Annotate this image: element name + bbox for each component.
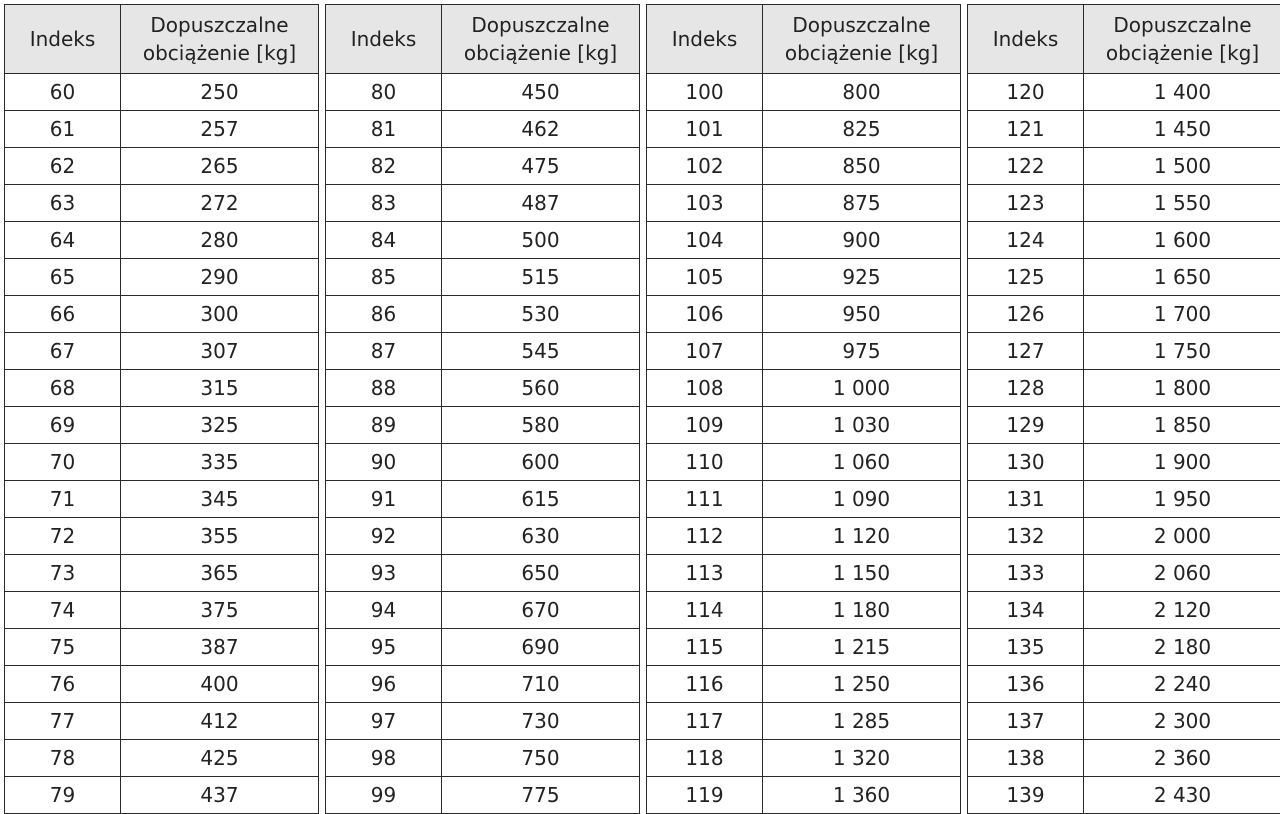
index-cell: 97 bbox=[326, 703, 442, 740]
index-cell: 122 bbox=[968, 148, 1084, 185]
load-cell: 257 bbox=[121, 111, 319, 148]
load-cell: 1 950 bbox=[1084, 481, 1280, 518]
index-cell: 104 bbox=[647, 222, 763, 259]
load-header-line1: Dopuszczalne bbox=[1084, 11, 1280, 39]
table-row bbox=[5, 111, 319, 148]
index-cell: 75 bbox=[5, 629, 121, 666]
load-cell: 2 300 bbox=[1084, 703, 1280, 740]
table-row bbox=[968, 703, 1280, 740]
load-cell: 462 bbox=[442, 111, 640, 148]
index-cell: 100 bbox=[647, 74, 763, 111]
load-cell: 2 180 bbox=[1084, 629, 1280, 666]
table-row bbox=[968, 481, 1280, 518]
load-cell: 1 030 bbox=[763, 407, 961, 444]
load-cell: 750 bbox=[442, 740, 640, 777]
index-cell: 114 bbox=[647, 592, 763, 629]
index-cell: 127 bbox=[968, 333, 1084, 370]
table-row bbox=[968, 296, 1280, 333]
index-cell: 117 bbox=[647, 703, 763, 740]
index-cell: 119 bbox=[647, 777, 763, 814]
table-row bbox=[326, 222, 640, 259]
load-cell: 2 360 bbox=[1084, 740, 1280, 777]
table-row bbox=[647, 444, 961, 481]
table-row bbox=[326, 74, 640, 111]
index-cell: 93 bbox=[326, 555, 442, 592]
table-row bbox=[326, 333, 640, 370]
index-cell: 133 bbox=[968, 555, 1084, 592]
index-cell: 107 bbox=[647, 333, 763, 370]
index-cell: 85 bbox=[326, 259, 442, 296]
load-cell: 690 bbox=[442, 629, 640, 666]
table-row bbox=[968, 333, 1280, 370]
load-cell: 775 bbox=[442, 777, 640, 814]
table-row bbox=[326, 777, 640, 814]
index-column-header: Indeks bbox=[326, 5, 442, 74]
index-cell: 111 bbox=[647, 481, 763, 518]
table-row bbox=[647, 185, 961, 222]
load-header-line2: obciążenie [kg] bbox=[1084, 39, 1280, 67]
index-cell: 91 bbox=[326, 481, 442, 518]
load-cell: 1 000 bbox=[763, 370, 961, 407]
index-cell: 67 bbox=[5, 333, 121, 370]
load-cell: 975 bbox=[763, 333, 961, 370]
table-row bbox=[647, 370, 961, 407]
table-row bbox=[647, 333, 961, 370]
table-row bbox=[647, 518, 961, 555]
index-cell: 135 bbox=[968, 629, 1084, 666]
table-row bbox=[647, 481, 961, 518]
table-row bbox=[5, 148, 319, 185]
table-row bbox=[326, 111, 640, 148]
load-cell: 375 bbox=[121, 592, 319, 629]
table-row bbox=[326, 296, 640, 333]
index-cell: 105 bbox=[647, 259, 763, 296]
index-cell: 98 bbox=[326, 740, 442, 777]
load-cell: 265 bbox=[121, 148, 319, 185]
load-cell: 1 550 bbox=[1084, 185, 1280, 222]
load-cell: 365 bbox=[121, 555, 319, 592]
index-cell: 87 bbox=[326, 333, 442, 370]
load-cell: 355 bbox=[121, 518, 319, 555]
table-row bbox=[326, 185, 640, 222]
load-index-tables bbox=[4, 4, 1278, 800]
table-row bbox=[647, 296, 961, 333]
index-cell: 113 bbox=[647, 555, 763, 592]
load-cell: 1 600 bbox=[1084, 222, 1280, 259]
table-row bbox=[326, 370, 640, 407]
table-row bbox=[326, 481, 640, 518]
load-cell: 437 bbox=[121, 777, 319, 814]
index-cell: 69 bbox=[5, 407, 121, 444]
load-cell: 1 150 bbox=[763, 555, 961, 592]
load-cell: 650 bbox=[442, 555, 640, 592]
index-cell: 73 bbox=[5, 555, 121, 592]
table-row bbox=[326, 629, 640, 666]
load-header-line2: obciążenie [kg] bbox=[442, 39, 639, 67]
load-column-header bbox=[121, 5, 319, 74]
header-row bbox=[968, 5, 1280, 74]
load-header-line1: Dopuszczalne bbox=[121, 11, 318, 39]
load-cell: 730 bbox=[442, 703, 640, 740]
table-row bbox=[326, 444, 640, 481]
table-row bbox=[968, 148, 1280, 185]
load-cell: 1 850 bbox=[1084, 407, 1280, 444]
load-cell: 307 bbox=[121, 333, 319, 370]
table-row bbox=[647, 148, 961, 185]
load-cell: 300 bbox=[121, 296, 319, 333]
index-cell: 79 bbox=[5, 777, 121, 814]
table-row bbox=[968, 592, 1280, 629]
index-cell: 121 bbox=[968, 111, 1084, 148]
load-cell: 450 bbox=[442, 74, 640, 111]
index-cell: 123 bbox=[968, 185, 1084, 222]
index-cell: 86 bbox=[326, 296, 442, 333]
index-cell: 108 bbox=[647, 370, 763, 407]
load-cell: 325 bbox=[121, 407, 319, 444]
load-cell: 2 430 bbox=[1084, 777, 1280, 814]
table-row bbox=[5, 666, 319, 703]
load-cell: 400 bbox=[121, 666, 319, 703]
load-cell: 2 000 bbox=[1084, 518, 1280, 555]
load-cell: 1 800 bbox=[1084, 370, 1280, 407]
table-row bbox=[647, 777, 961, 814]
table-row bbox=[5, 777, 319, 814]
index-column-header: Indeks bbox=[968, 5, 1084, 74]
table-row bbox=[968, 222, 1280, 259]
load-cell: 1 320 bbox=[763, 740, 961, 777]
table-row bbox=[5, 555, 319, 592]
index-cell: 115 bbox=[647, 629, 763, 666]
index-cell: 116 bbox=[647, 666, 763, 703]
table-row bbox=[5, 629, 319, 666]
index-cell: 120 bbox=[968, 74, 1084, 111]
load-cell: 560 bbox=[442, 370, 640, 407]
load-cell: 615 bbox=[442, 481, 640, 518]
index-cell: 68 bbox=[5, 370, 121, 407]
table-row bbox=[968, 666, 1280, 703]
load-cell: 272 bbox=[121, 185, 319, 222]
table-row bbox=[5, 518, 319, 555]
load-cell: 825 bbox=[763, 111, 961, 148]
load-header-line1: Dopuszczalne bbox=[763, 11, 960, 39]
load-cell: 850 bbox=[763, 148, 961, 185]
table-row bbox=[326, 518, 640, 555]
index-cell: 82 bbox=[326, 148, 442, 185]
load-cell: 1 180 bbox=[763, 592, 961, 629]
table-row bbox=[647, 703, 961, 740]
table-row bbox=[326, 740, 640, 777]
index-cell: 64 bbox=[5, 222, 121, 259]
table-row bbox=[647, 74, 961, 111]
table-row bbox=[5, 703, 319, 740]
load-cell: 710 bbox=[442, 666, 640, 703]
index-cell: 101 bbox=[647, 111, 763, 148]
index-cell: 78 bbox=[5, 740, 121, 777]
index-cell: 102 bbox=[647, 148, 763, 185]
load-column-header bbox=[442, 5, 640, 74]
table-row bbox=[5, 481, 319, 518]
load-cell: 1 215 bbox=[763, 629, 961, 666]
index-cell: 125 bbox=[968, 259, 1084, 296]
load-cell: 1 450 bbox=[1084, 111, 1280, 148]
load-header-line2: obciążenie [kg] bbox=[121, 39, 318, 67]
index-cell: 96 bbox=[326, 666, 442, 703]
table-row bbox=[5, 740, 319, 777]
index-cell: 65 bbox=[5, 259, 121, 296]
header-row bbox=[326, 5, 640, 74]
table-row bbox=[968, 444, 1280, 481]
index-cell: 109 bbox=[647, 407, 763, 444]
index-cell: 76 bbox=[5, 666, 121, 703]
load-cell: 2 240 bbox=[1084, 666, 1280, 703]
table-row bbox=[647, 740, 961, 777]
table-row bbox=[647, 407, 961, 444]
index-cell: 132 bbox=[968, 518, 1084, 555]
index-cell: 99 bbox=[326, 777, 442, 814]
load-cell: 2 060 bbox=[1084, 555, 1280, 592]
table-row bbox=[647, 592, 961, 629]
index-cell: 138 bbox=[968, 740, 1084, 777]
index-cell: 126 bbox=[968, 296, 1084, 333]
index-cell: 128 bbox=[968, 370, 1084, 407]
table-row bbox=[647, 666, 961, 703]
table-row bbox=[647, 259, 961, 296]
table-row bbox=[647, 555, 961, 592]
load-index-table bbox=[325, 4, 640, 814]
load-cell: 1 900 bbox=[1084, 444, 1280, 481]
load-cell: 1 650 bbox=[1084, 259, 1280, 296]
index-cell: 81 bbox=[326, 111, 442, 148]
table-row bbox=[968, 370, 1280, 407]
index-cell: 89 bbox=[326, 407, 442, 444]
header-row bbox=[647, 5, 961, 74]
load-index-table bbox=[646, 4, 961, 814]
table-row bbox=[326, 407, 640, 444]
load-cell: 1 750 bbox=[1084, 333, 1280, 370]
index-cell: 88 bbox=[326, 370, 442, 407]
load-header-line2: obciążenie [kg] bbox=[763, 39, 960, 67]
load-index-table bbox=[4, 4, 319, 814]
load-cell: 1 500 bbox=[1084, 148, 1280, 185]
load-cell: 900 bbox=[763, 222, 961, 259]
table-row bbox=[326, 666, 640, 703]
load-cell: 530 bbox=[442, 296, 640, 333]
table-row bbox=[5, 407, 319, 444]
table-row bbox=[968, 518, 1280, 555]
index-cell: 134 bbox=[968, 592, 1084, 629]
load-cell: 387 bbox=[121, 629, 319, 666]
load-column-header bbox=[1084, 5, 1280, 74]
index-cell: 92 bbox=[326, 518, 442, 555]
load-cell: 1 250 bbox=[763, 666, 961, 703]
table-row bbox=[5, 444, 319, 481]
table-row bbox=[5, 222, 319, 259]
index-cell: 63 bbox=[5, 185, 121, 222]
index-cell: 74 bbox=[5, 592, 121, 629]
index-column-header: Indeks bbox=[5, 5, 121, 74]
index-cell: 62 bbox=[5, 148, 121, 185]
load-cell: 1 360 bbox=[763, 777, 961, 814]
index-cell: 95 bbox=[326, 629, 442, 666]
index-cell: 129 bbox=[968, 407, 1084, 444]
index-cell: 137 bbox=[968, 703, 1084, 740]
load-cell: 515 bbox=[442, 259, 640, 296]
load-cell: 800 bbox=[763, 74, 961, 111]
load-column-header bbox=[763, 5, 961, 74]
load-cell: 1 700 bbox=[1084, 296, 1280, 333]
table-row bbox=[968, 185, 1280, 222]
index-cell: 103 bbox=[647, 185, 763, 222]
index-cell: 94 bbox=[326, 592, 442, 629]
index-cell: 90 bbox=[326, 444, 442, 481]
table-row bbox=[968, 111, 1280, 148]
load-cell: 580 bbox=[442, 407, 640, 444]
load-cell: 345 bbox=[121, 481, 319, 518]
header-row bbox=[5, 5, 319, 74]
table-row bbox=[968, 777, 1280, 814]
load-header-line1: Dopuszczalne bbox=[442, 11, 639, 39]
load-cell: 1 060 bbox=[763, 444, 961, 481]
table-row bbox=[5, 592, 319, 629]
table-row bbox=[968, 629, 1280, 666]
table-row bbox=[5, 185, 319, 222]
load-cell: 335 bbox=[121, 444, 319, 481]
load-cell: 925 bbox=[763, 259, 961, 296]
load-cell: 545 bbox=[442, 333, 640, 370]
table-row bbox=[5, 296, 319, 333]
load-cell: 475 bbox=[442, 148, 640, 185]
table-row bbox=[647, 111, 961, 148]
load-cell: 1 285 bbox=[763, 703, 961, 740]
table-row bbox=[326, 555, 640, 592]
index-cell: 72 bbox=[5, 518, 121, 555]
index-cell: 84 bbox=[326, 222, 442, 259]
load-cell: 487 bbox=[442, 185, 640, 222]
table-row bbox=[5, 370, 319, 407]
load-cell: 500 bbox=[442, 222, 640, 259]
table-row bbox=[5, 74, 319, 111]
index-cell: 112 bbox=[647, 518, 763, 555]
load-cell: 412 bbox=[121, 703, 319, 740]
table-row bbox=[968, 555, 1280, 592]
table-row bbox=[647, 222, 961, 259]
index-cell: 124 bbox=[968, 222, 1084, 259]
load-cell: 1 400 bbox=[1084, 74, 1280, 111]
table-row bbox=[326, 148, 640, 185]
index-cell: 106 bbox=[647, 296, 763, 333]
load-cell: 1 120 bbox=[763, 518, 961, 555]
load-cell: 630 bbox=[442, 518, 640, 555]
index-cell: 80 bbox=[326, 74, 442, 111]
index-column-header: Indeks bbox=[647, 5, 763, 74]
index-cell: 66 bbox=[5, 296, 121, 333]
table-row bbox=[968, 407, 1280, 444]
index-cell: 110 bbox=[647, 444, 763, 481]
table-row bbox=[968, 740, 1280, 777]
index-cell: 118 bbox=[647, 740, 763, 777]
load-cell: 950 bbox=[763, 296, 961, 333]
index-cell: 139 bbox=[968, 777, 1084, 814]
load-index-table bbox=[967, 4, 1280, 814]
table-row bbox=[326, 703, 640, 740]
index-cell: 70 bbox=[5, 444, 121, 481]
load-cell: 670 bbox=[442, 592, 640, 629]
load-cell: 250 bbox=[121, 74, 319, 111]
index-cell: 83 bbox=[326, 185, 442, 222]
table-row bbox=[5, 259, 319, 296]
table-row bbox=[326, 259, 640, 296]
index-cell: 71 bbox=[5, 481, 121, 518]
table-row bbox=[326, 592, 640, 629]
index-cell: 131 bbox=[968, 481, 1084, 518]
table-row bbox=[5, 333, 319, 370]
index-cell: 130 bbox=[968, 444, 1084, 481]
load-cell: 2 120 bbox=[1084, 592, 1280, 629]
load-cell: 600 bbox=[442, 444, 640, 481]
index-cell: 60 bbox=[5, 74, 121, 111]
index-cell: 136 bbox=[968, 666, 1084, 703]
load-cell: 425 bbox=[121, 740, 319, 777]
load-cell: 875 bbox=[763, 185, 961, 222]
table-row bbox=[968, 259, 1280, 296]
load-cell: 315 bbox=[121, 370, 319, 407]
index-cell: 61 bbox=[5, 111, 121, 148]
table-row bbox=[647, 629, 961, 666]
load-cell: 280 bbox=[121, 222, 319, 259]
load-cell: 290 bbox=[121, 259, 319, 296]
load-cell: 1 090 bbox=[763, 481, 961, 518]
table-row bbox=[968, 74, 1280, 111]
index-cell: 77 bbox=[5, 703, 121, 740]
